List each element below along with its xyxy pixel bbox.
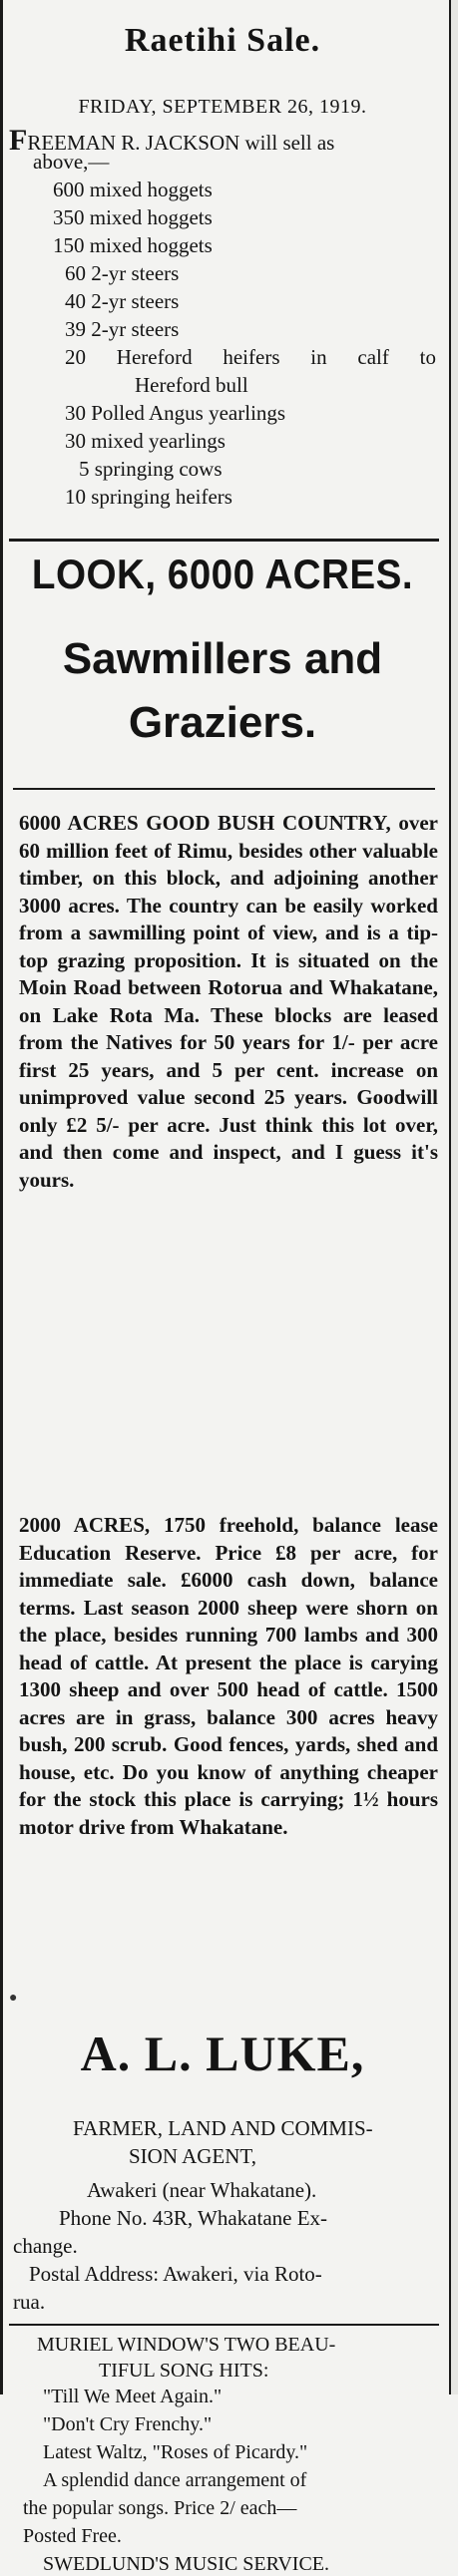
song-ad-heading-line2: TIFUL SONG HITS: bbox=[99, 2360, 269, 2382]
stock-item: 39 2-yr steers bbox=[65, 317, 180, 341]
agent-name: A. L. LUKE, bbox=[80, 2025, 365, 2081]
stock-item: 20 Hereford heifers in calf to bbox=[65, 345, 436, 369]
stock-item: 5 springing cows bbox=[79, 457, 223, 481]
stock-item: 600 mixed hoggets bbox=[53, 178, 213, 201]
ad-subtitle-line2: Graziers. bbox=[128, 698, 317, 747]
agent-postal-line1: Postal Address: Awakeri, via Roto- bbox=[29, 2262, 322, 2286]
sale-date: FRIDAY, SEPTEMBER 26, 1919. bbox=[78, 96, 367, 118]
ad-subtitle-line1: Sawmillers and bbox=[62, 634, 383, 683]
stock-item-continued: Hereford bull bbox=[135, 373, 248, 397]
stock-item: 350 mixed hoggets bbox=[53, 205, 213, 229]
dance-line2: the popular songs. Price 2/ each— bbox=[23, 2497, 297, 2519]
stock-item: 150 mixed hoggets bbox=[53, 233, 213, 257]
stock-item: 30 Polled Angus yearlings bbox=[65, 401, 286, 425]
stock-item: 10 springing heifers bbox=[65, 485, 232, 509]
stock-item: 40 2-yr steers bbox=[65, 289, 180, 313]
print-blemish: ● bbox=[9, 1991, 18, 2006]
music-service-name: SWEDLUND'S MUSIC SERVICE. bbox=[43, 2553, 330, 2575]
ad-title-raetihi-sale: Raetihi Sale. bbox=[124, 22, 321, 59]
sale-intro-line2: above,— bbox=[33, 150, 110, 174]
agent-phone-line2: change. bbox=[13, 2234, 78, 2258]
dance-line1: A splendid dance arrangement of bbox=[43, 2469, 307, 2491]
agent-location: Awakeri (near Whakatane). bbox=[87, 2178, 317, 2202]
drop-cap: F bbox=[9, 124, 28, 157]
subtitle-underline bbox=[13, 788, 435, 790]
page-edge bbox=[451, 0, 458, 2394]
land-offer-paragraph-2: 2000 ACRES, 1750 freehold, balance lease Education Reserve. Price £8 per acre, for immediate sale. £6000 cash down, balance terms. Last season 2000 sheep were shorn on the place, besides running 700 lambs and 300 head of cattle. At present the place is carying 1300 sheep and over 500 head of cattle. 1500 acres are in grass, balance 300 acres heavy bush, 200 scrub. Good fences, yards, shed and house, etc. Do you know of anything cheaper for the stock this place is carrying; 1½ hours motor drive from Whakatane. bbox=[19, 1513, 438, 1839]
agent-postal-line2: rua. bbox=[13, 2290, 46, 2314]
agent-phone-line1: Phone No. 43R, Whakatane Ex- bbox=[59, 2206, 328, 2230]
divider-rule bbox=[9, 539, 439, 542]
song-ad-heading-line1: MURIEL WINDOW'S TWO BEAU- bbox=[37, 2334, 336, 2356]
agent-role-line2: SION AGENT, bbox=[129, 2144, 256, 2168]
stock-item: 60 2-yr steers bbox=[65, 261, 180, 285]
waltz-title: Latest Waltz, "Roses of Picardy." bbox=[43, 2441, 308, 2463]
ad-title-look-6000-acres: LOOK, 6000 ACRES. bbox=[31, 551, 414, 597]
song-title: "Till We Meet Again." bbox=[43, 2386, 223, 2407]
agent-role-line1: FARMER, LAND AND COMMIS- bbox=[73, 2116, 373, 2140]
sale-intro-text: REEMAN R. JACKSON will sell as bbox=[27, 131, 335, 155]
dance-line3: Posted Free. bbox=[23, 2525, 122, 2547]
land-offer-paragraph-1: 6000 ACRES GOOD BUSH COUNTRY, over 60 million feet of Rimu, besides other valuable timber, on this block, and adjoining another 3000 acres. The country can be easily worked from a sawmilling point of view, and is a tip-top grazing proposition. It is situated on the Moin Road between Rotorua and Whakatane, on Lake Rota Ma. These blocks are leased from the Natives for 50 years for 1/- per acre first 25 years, and 5 per cent. increase on unimproved value second 25 years. Goodwill only £2 5/- per acre. Just think this lot over, and then come and inspect, and I guess it's yours. bbox=[19, 811, 438, 1192]
divider-rule bbox=[9, 2324, 439, 2326]
stock-item: 30 mixed yearlings bbox=[65, 429, 226, 453]
song-title: "Don't Cry Frenchy." bbox=[43, 2413, 213, 2435]
